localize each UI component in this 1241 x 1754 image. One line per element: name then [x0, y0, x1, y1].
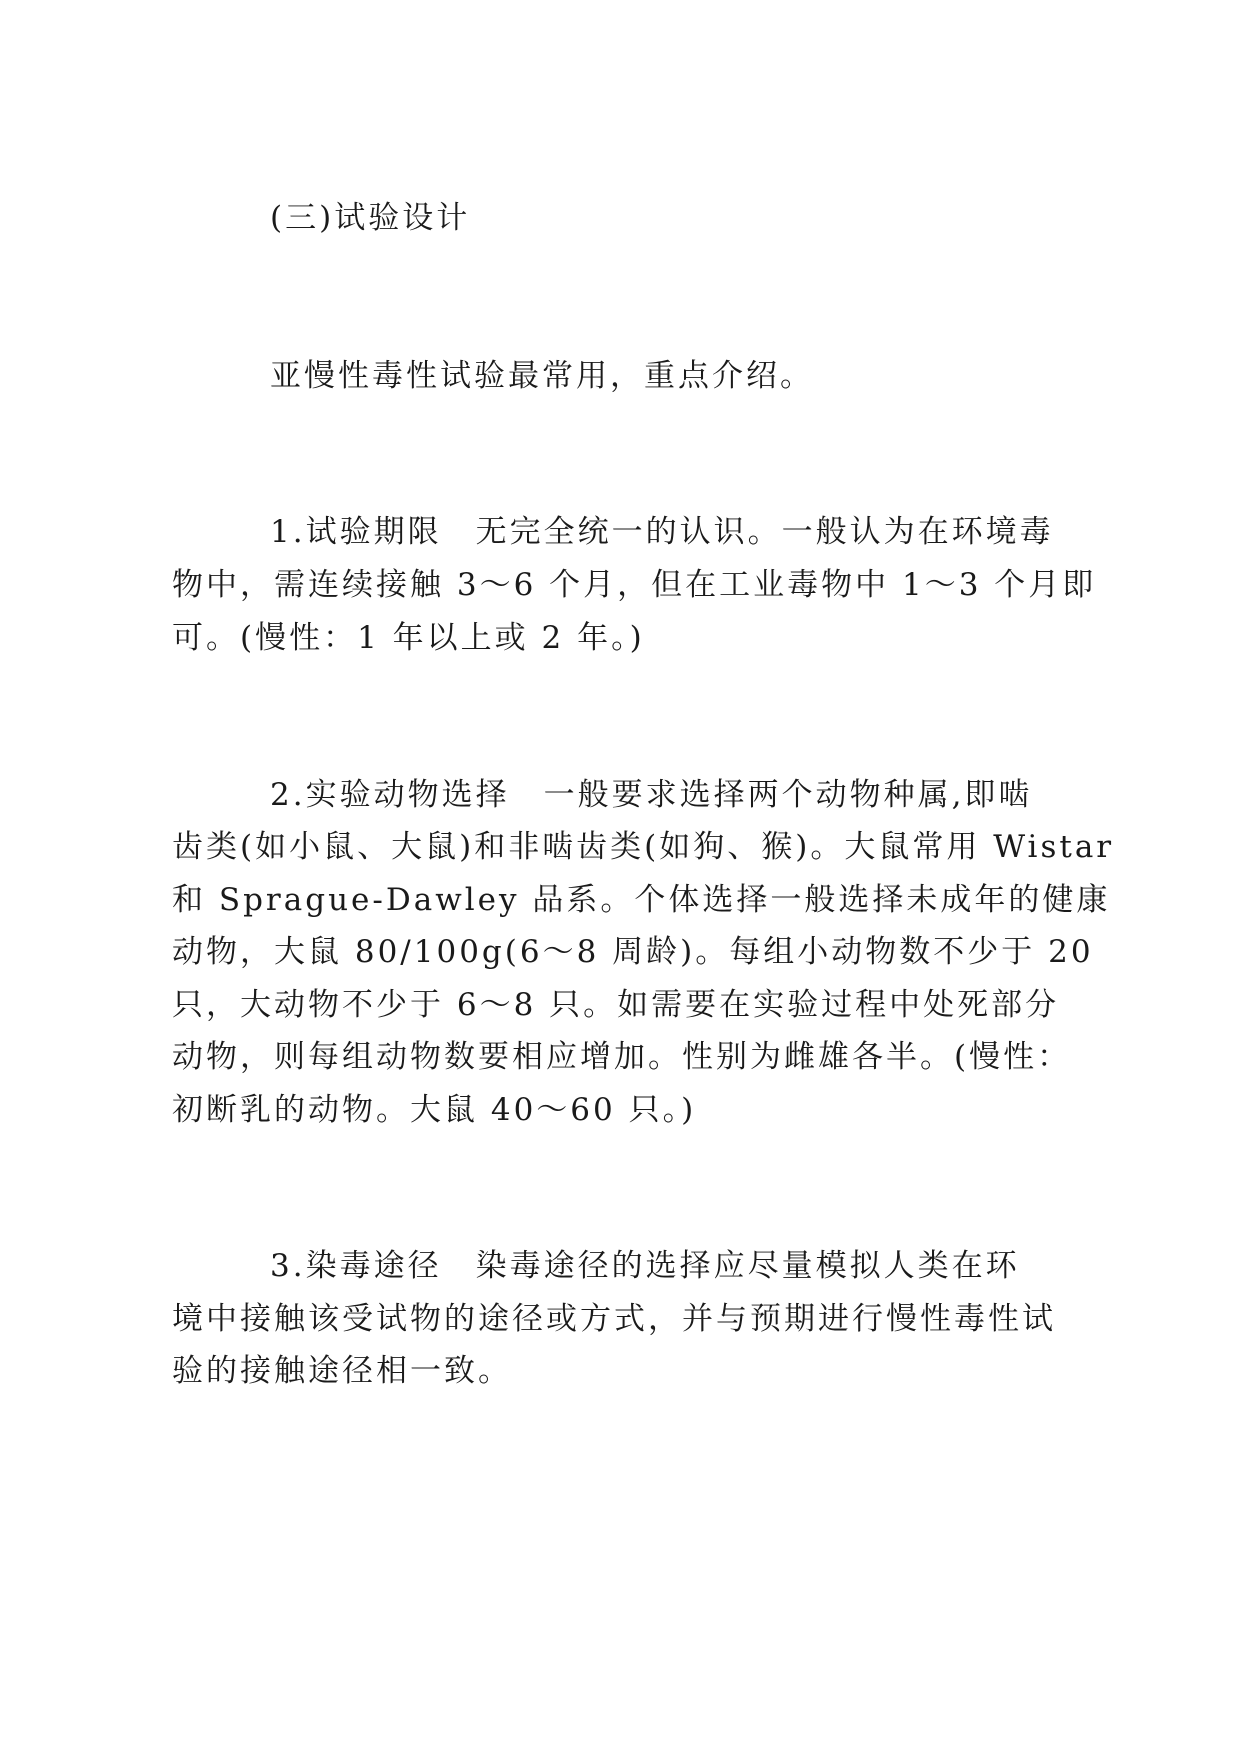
paragraph-line: 物中，需连续接触 3～6 个月，但在工业毒物中 1～3 个月即 [172, 567, 1097, 603]
paragraph-line: 初断乳的动物。大鼠 40～60 只。) [172, 1092, 697, 1128]
paragraph-line: 可。(慢性：1 年以上或 2 年。) [172, 620, 645, 656]
paragraph-line: 和 Sprague-Dawley 品系。个体选择一般选择未成年的健康 [172, 882, 1111, 918]
paragraph-line: 1.试验期限 无完全统一的认识。一般认为在环境毒 [270, 514, 1054, 550]
paragraph-line: 动物，则每组动物数要相应增加。性别为雌雄各半。(慢性： [172, 1039, 1072, 1075]
intro-paragraph: 亚慢性毒性试验最常用，重点介绍。 [270, 358, 814, 394]
paragraph-line: 3.染毒途径 染毒途径的选择应尽量模拟人类在环 [270, 1248, 1020, 1284]
paragraph-line: 只，大动物不少于 6～8 只。如需要在实验过程中处死部分 [172, 987, 1060, 1023]
paragraph-line: 动物，大鼠 80/100g(6～8 周龄)。每组小动物数不少于 20 [172, 934, 1094, 970]
paragraph-line: 境中接触该受试物的途径或方式，并与预期进行慢性毒性试 [172, 1301, 1056, 1337]
section-heading: (三)试验设计 [270, 200, 471, 236]
paragraph-line: 验的接触途径相一致。 [172, 1353, 512, 1389]
paragraph-line: 2.实验动物选择 一般要求选择两个动物种属,即啮 [270, 777, 1033, 813]
paragraph-line: 齿类(如小鼠、大鼠)和非啮齿类(如狗、猴)。大鼠常用 Wistar [172, 829, 1115, 865]
